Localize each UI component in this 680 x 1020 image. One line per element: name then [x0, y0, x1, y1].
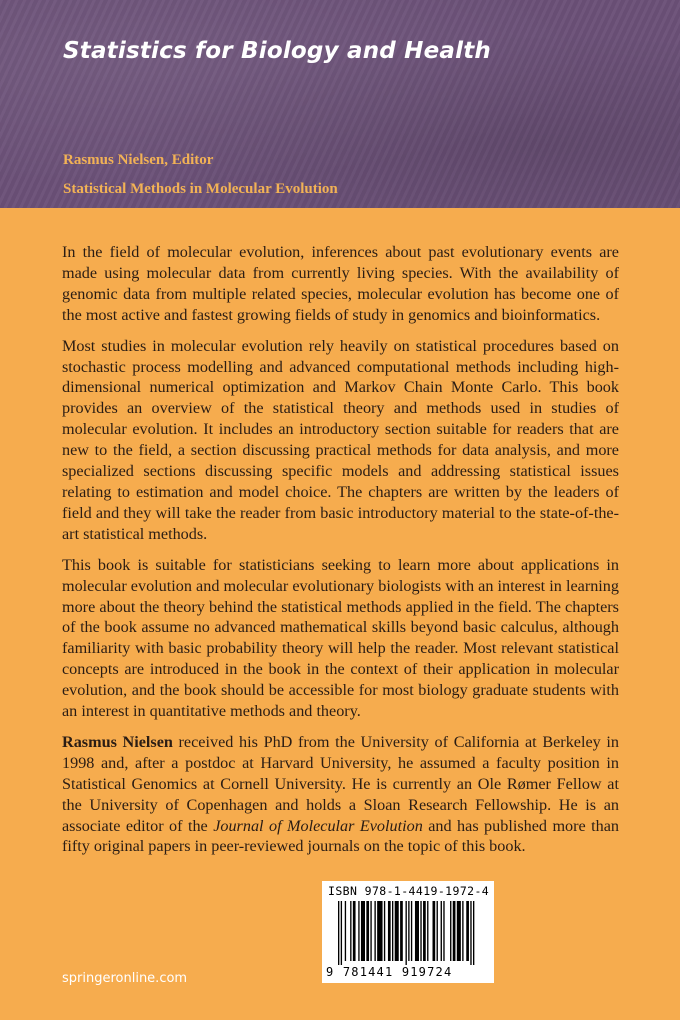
journal-name: Journal of Molecular Evolution — [213, 816, 423, 835]
isbn-barcode-box — [322, 881, 494, 983]
barcode-bar — [395, 901, 399, 961]
barcode-bar — [473, 901, 474, 965]
barcode-icon — [322, 901, 494, 965]
barcode-bar — [366, 901, 369, 961]
barcode-bar — [406, 901, 407, 965]
description-paragraph-1: In the field of molecular evolution, inferences about past evolutionary events are made using molecular data from currently living species. With the availability of genomic data from multiple related species, molecular evolution has become one of the most active and fastest growing fields of study in genomics and bioinformatics. — [62, 243, 619, 324]
header-band — [0, 0, 680, 208]
barcode-bar — [388, 901, 391, 961]
publisher-website: springeronline.com — [62, 971, 188, 986]
barcode-bar — [361, 901, 365, 961]
barcode-bar — [411, 901, 412, 961]
barcode-bar — [441, 901, 442, 961]
barcode-bar — [370, 901, 371, 961]
barcode-bar — [453, 901, 456, 961]
barcode-bar — [392, 901, 393, 961]
series-title: Statistics for Biology and Health — [63, 38, 491, 64]
barcode-bar — [341, 901, 342, 965]
barcode-bar — [470, 901, 471, 965]
author-bio — [62, 732, 619, 857]
barcode-bar — [353, 901, 356, 961]
barcode-bar — [443, 901, 444, 961]
author-bio-text-1: received his PhD from the University of California at Berkeley in 1998 and, after a postdoc at Harvard University, he assumed a faculty position in Statistical Genomics at Cornell University. He is currently an Ole Rømer Fellow at the University of Copenhagen and holds a Sloan Research Fellowship. He is an associate editor of the — [62, 732, 619, 835]
editor-line: Rasmus Nielsen, Editor — [63, 152, 214, 168]
description-paragraph-3: This book is suitable for statisticians seeking to learn more about applications in molecular evolution and molecular evolutionary biologists with an interest in learning more about the theory behind the statistical methods applied in the field. The chapters of the book assume no advanced mathematical skills beyond basic calculus, although familiarity with basic probability theory will help the reader. Most relevant statistical concepts are introduced in the book in the context of their application in molecular evolution, and the book should be accessible for most biology graduate students with an interest in quantitative methods and theory. — [62, 555, 619, 721]
barcode-bar — [457, 901, 461, 961]
barcode-bar — [338, 901, 339, 965]
barcode-bar — [415, 901, 419, 961]
barcode-bar — [384, 901, 385, 961]
barcode-bar — [345, 901, 346, 961]
barcode-bar — [462, 901, 463, 961]
barcode-bar — [374, 901, 375, 961]
barcode-bar — [466, 901, 469, 961]
barcode-bar — [437, 901, 438, 961]
description-paragraph-2: Most studies in molecular evolution rely heavily on statistical procedures based on stochastic process modelling and advanced computational methods including high-dimensional numerical optimization and Markov Chain Monte Carlo. This book provides an overview of the statistical theory and methods used in studies of molecular evolution. It includes an introductory section suitable for readers that are new to the field, a section discussing practical methods for data analysis, and more specialized sections discussing specific models and addressing statistical issues relating to estimation and model choice. The chapters are written by the leaders of field and they will take the reader from basic introductory material to the state-of-the-art statistical methods. — [62, 336, 619, 543]
author-bio-text-2: and has published more than fifty original papers in peer-reviewed journals on the topic of this book. — [62, 816, 620, 856]
barcode-bar — [377, 901, 382, 961]
barcode-bar — [358, 901, 359, 961]
author-name: Rasmus Nielsen — [62, 732, 173, 751]
back-cover-description — [62, 242, 619, 867]
barcode-bar — [400, 901, 403, 961]
ean-number: 9 781441 919724 — [326, 965, 453, 979]
barcode-bar — [427, 901, 428, 961]
book-title: Statistical Methods in Molecular Evolution — [63, 181, 338, 197]
barcode-bar — [450, 901, 451, 961]
barcode-bar — [408, 901, 409, 961]
isbn-label: ISBN 978-1-4419-1972-4 — [328, 884, 490, 898]
barcode-bar — [350, 901, 351, 961]
barcode-bar — [433, 901, 436, 961]
barcode-bar — [420, 901, 421, 961]
barcode-bar — [423, 901, 426, 961]
